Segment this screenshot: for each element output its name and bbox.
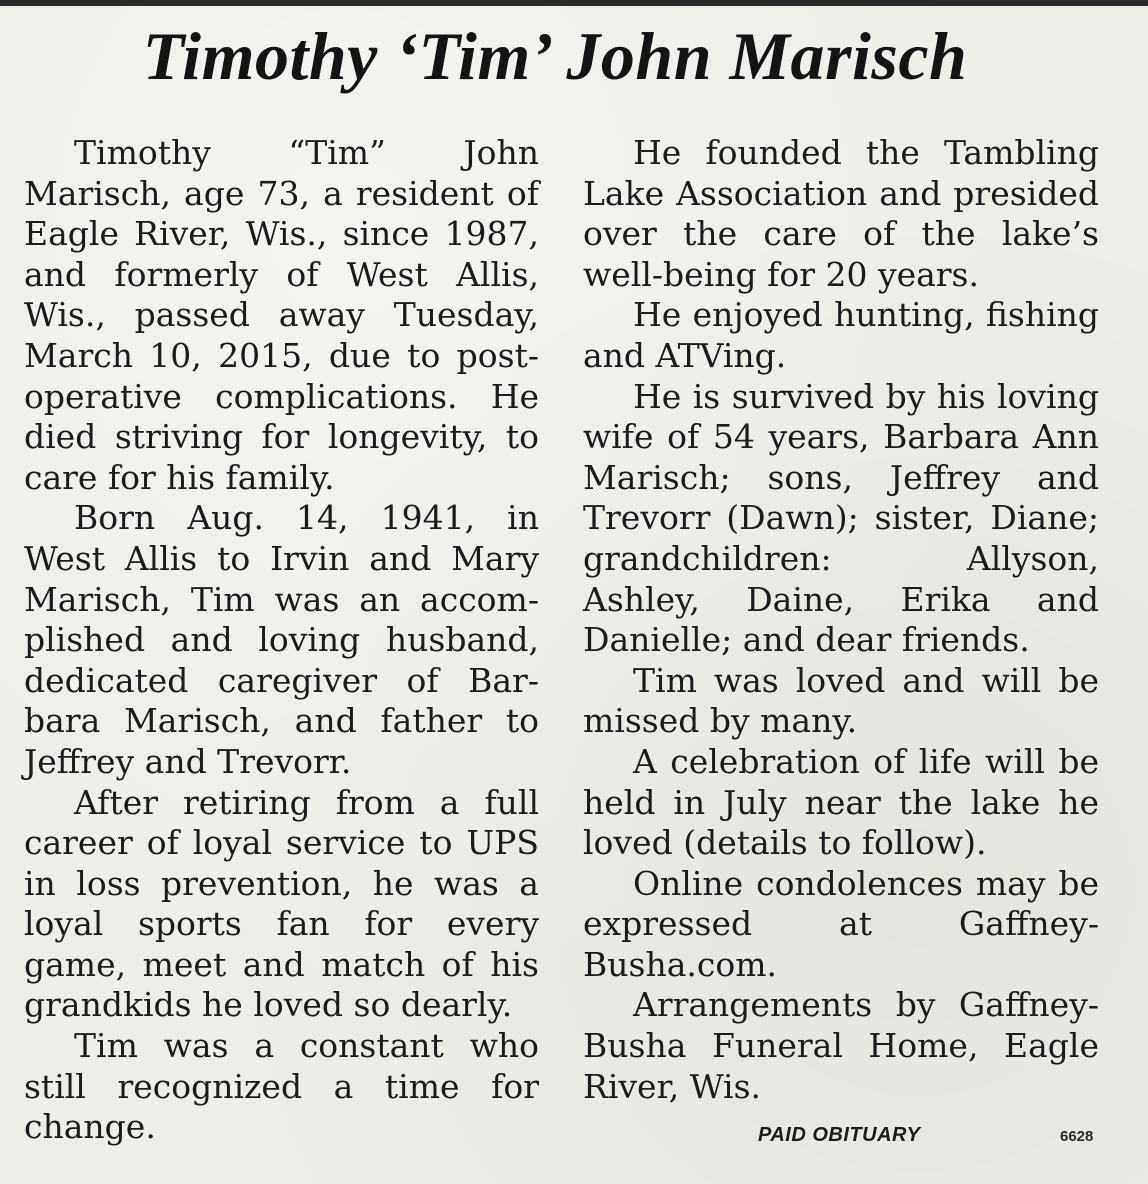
left-column (24, 133, 539, 1148)
paragraph-condolences: Online condolences may be expressed at Gaffney-Busha.com. (583, 863, 1099, 984)
paragraph-career: After retiring from a full career of loyal service to UPS in loss prevention, he was a loyal sports fan for every game, meet and match of his grandkids he loved so dearly. (24, 782, 539, 1025)
paragraph-celebration: A celebration of life will be held in July near the lake he loved (details to follow). (583, 741, 1099, 863)
paragraph-constant: Tim was a constant who still recognized a time for change. (24, 1026, 539, 1147)
obituary-headline: Timothy ‘Tim’ John Marisch (142, 18, 968, 94)
paragraph-birth: Born Aug. 14, 1941, in West Allis to Irvin and Mary Marisch, Tim was an accomplished and loving husband, dedicated caregiver of Barbara Marisch, and father to Jeffrey and Trevorr. (24, 498, 539, 781)
ad-code: 6628 (1060, 1128, 1094, 1145)
paragraph-arrangements: Arrangements by Gaffney-Busha Funeral Home, Eagle River, Wis. (583, 985, 1099, 1106)
paragraph-intro: Timothy “Tim” John Marisch, age 73, a resident of Eagle River, Wis., since 1987, and formerly of West Allis, Wis., passed away Tuesday, March 10, 2015, due to post-operative complications. He died striving for longevity, to care for his family. (24, 133, 539, 497)
right-column (583, 133, 1099, 1107)
paragraph-loved: Tim was loved and will be missed by many. (583, 660, 1099, 741)
paid-obituary-label: PAID OBITUARY (758, 1124, 921, 1146)
paragraph-lake-association: He founded the Tambling Lake Association and presided over the care of the lake’s well-being for 20 years. (583, 133, 1099, 294)
paragraph-hobbies: He enjoyed hunting, fishing and ATVing. (583, 295, 1099, 375)
top-rule (0, 0, 1148, 6)
paragraph-survivors: He is survived by his loving wife of 54 years, Barbara Ann Marisch; sons, Jeffrey and Trevorr (Dawn); sister, Diane; grandchildren: Allyson, Ashley, Daine, Erika and Danielle; and dear friends. (583, 376, 1099, 660)
